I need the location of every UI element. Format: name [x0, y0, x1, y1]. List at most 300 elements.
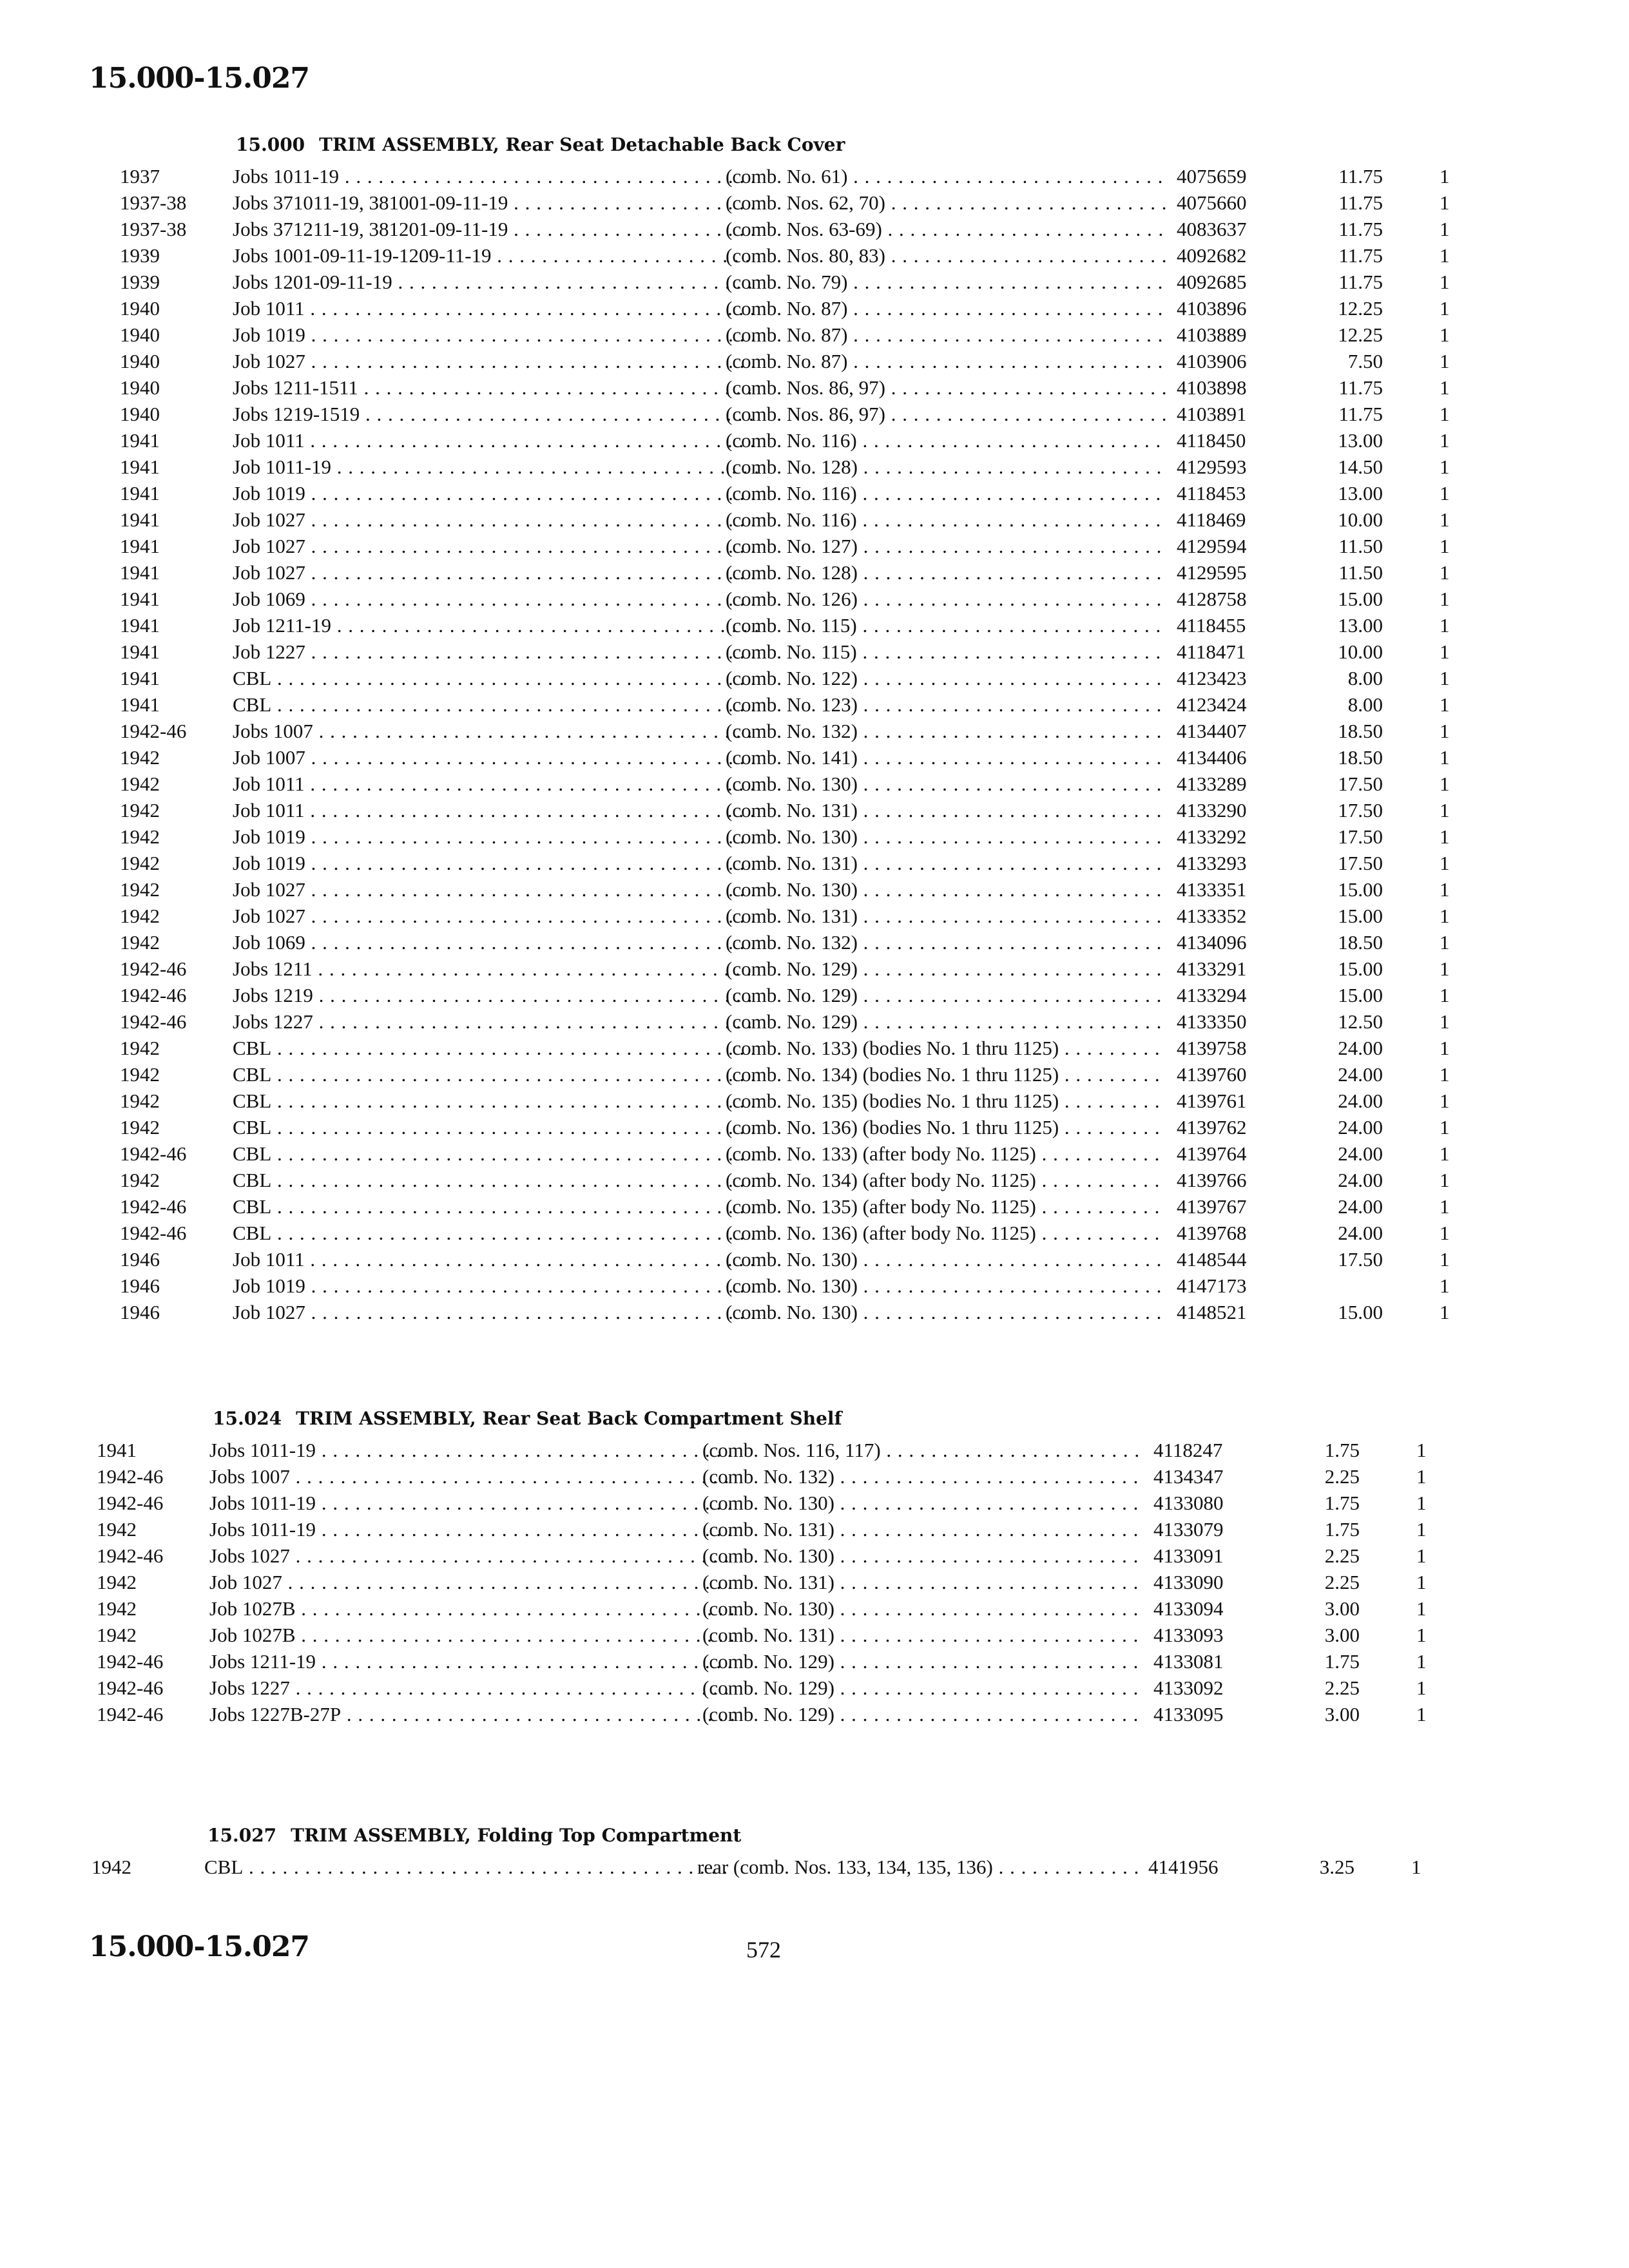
- cell-part: 4092682: [1177, 244, 1247, 267]
- cell-desc: (comb. No. 132) . . .: [726, 720, 1167, 743]
- cell-part: 4128758: [1177, 588, 1247, 610]
- cell-price: 17.50: [1338, 1248, 1383, 1271]
- cell-job: Jobs 1227 . . .: [209, 1677, 735, 1700]
- section-15-024: [97, 1408, 1427, 1729]
- cell-desc: (comb. No. 122) . . .: [726, 667, 1167, 690]
- cell-job: Jobs 1211-19 . . .: [209, 1650, 735, 1673]
- cell-price: 3.00: [1324, 1597, 1360, 1620]
- cell-qty: 1: [1440, 1116, 1450, 1139]
- cell-qty: 1: [1440, 905, 1450, 927]
- cell-job: Job 1027B . . .: [209, 1624, 735, 1647]
- cell-job: Job 1227 . . .: [233, 640, 758, 664]
- cell-job: Job 1027B . . .: [209, 1597, 735, 1620]
- cell-desc: (comb. No. 130) . . .: [726, 825, 1167, 849]
- cell-desc: (comb. No. 131) . . .: [726, 799, 1167, 822]
- cell-desc: (comb. No. 116) . . .: [726, 429, 1167, 452]
- cell-part: 4133094: [1153, 1597, 1224, 1620]
- list-item: [120, 957, 1450, 984]
- cell-qty: 1: [1416, 1439, 1427, 1461]
- cell-desc: (comb. No. 87) . . .: [726, 297, 1167, 320]
- cell-job: Job 1011 . . .: [233, 799, 758, 822]
- cell-job: Job 1007 . . .: [233, 746, 758, 769]
- cell-price: 11.75: [1338, 376, 1383, 399]
- list-item: [120, 218, 1450, 244]
- cell-year: 1942-46: [120, 1195, 187, 1218]
- cell-job: Jobs 1211 . . .: [233, 957, 758, 981]
- cell-price: 15.00: [1338, 984, 1383, 1006]
- section-heading: TRIM ASSEMBLY, Rear Seat Detachable Back Cover: [319, 134, 845, 155]
- cell-job: Jobs 1219 . . .: [233, 984, 758, 1007]
- cell-price: 13.00: [1338, 482, 1383, 505]
- cell-price: 14.50: [1338, 456, 1383, 478]
- cell-qty: 1: [1440, 297, 1450, 320]
- list-item: [97, 1465, 1427, 1492]
- cell-part: 4118469: [1177, 508, 1246, 531]
- list-item: [120, 614, 1450, 640]
- cell-price: 11.75: [1338, 244, 1383, 267]
- cell-qty: 1: [1440, 350, 1450, 372]
- cell-price: 24.00: [1338, 1195, 1383, 1218]
- cell-desc: (comb. No. 133) (bodies No. 1 thru 1125) . . .: [726, 1037, 1167, 1060]
- list-item: [97, 1439, 1427, 1465]
- cell-job: Job 1019 . . .: [233, 323, 758, 347]
- cell-job: CBL . . .: [233, 1063, 758, 1086]
- cell-part: 4134347: [1153, 1465, 1224, 1488]
- cell-qty: 1: [1440, 535, 1450, 557]
- cell-year: 1942: [120, 931, 160, 954]
- cell-job: Job 1027 . . .: [233, 350, 758, 373]
- cell-qty: 1: [1416, 1465, 1427, 1488]
- cell-desc: (comb. No. 129) . . .: [702, 1703, 1144, 1726]
- cell-desc: (comb. No. 133) (after body No. 1125) . . .: [726, 1142, 1167, 1166]
- cell-year: 1946: [120, 1248, 160, 1271]
- list-item: [120, 1010, 1450, 1037]
- list-item: [120, 244, 1450, 271]
- cell-qty: 1: [1440, 1195, 1450, 1218]
- cell-desc: (comb. No. 87) . . .: [726, 323, 1167, 347]
- cell-job: CBL . . .: [233, 1037, 758, 1060]
- cell-price: 12.50: [1338, 1010, 1383, 1033]
- cell-qty: 1: [1440, 931, 1450, 954]
- cell-price: 11.75: [1338, 271, 1383, 293]
- cell-qty: 1: [1440, 746, 1450, 769]
- list-item: [120, 1248, 1450, 1274]
- cell-part: 4133350: [1177, 1010, 1247, 1033]
- cell-price: 15.00: [1338, 588, 1383, 610]
- cell-year: 1942: [120, 905, 160, 927]
- cell-price: 8.00: [1347, 667, 1383, 689]
- cell-year: 1941: [120, 429, 160, 452]
- list-item: [120, 191, 1450, 218]
- cell-part: 4139766: [1177, 1169, 1247, 1191]
- list-item: [97, 1677, 1427, 1703]
- cell-price: 11.75: [1338, 191, 1383, 214]
- cell-desc: (comb. No. 135) (bodies No. 1 thru 1125) . . .: [726, 1090, 1167, 1113]
- cell-year: 1940: [120, 297, 160, 320]
- cell-year: 1941: [120, 535, 160, 557]
- cell-qty: 1: [1416, 1492, 1427, 1514]
- cell-part: 4139762: [1177, 1116, 1247, 1139]
- list-item: [120, 1090, 1450, 1116]
- cell-year: 1942: [120, 1090, 160, 1112]
- cell-desc: (comb. Nos. 86, 97) . . .: [726, 376, 1167, 399]
- cell-year: 1940: [120, 323, 160, 346]
- cell-part: 4103891: [1177, 403, 1247, 425]
- section-title: [92, 1825, 741, 1856]
- cell-desc: (comb. Nos. 63-69) . . .: [726, 218, 1167, 241]
- cell-part: 4118471: [1177, 640, 1246, 663]
- cell-part: 4133352: [1177, 905, 1247, 927]
- cell-job: Job 1027 . . .: [233, 561, 758, 584]
- cell-price: 12.25: [1338, 297, 1383, 320]
- list-item: [120, 429, 1450, 456]
- cell-desc: (comb. No. 131) . . .: [702, 1518, 1144, 1541]
- cell-job: CBL . . .: [233, 1116, 758, 1139]
- cell-year: 1939: [120, 271, 160, 293]
- cell-year: 1942-46: [97, 1492, 164, 1514]
- cell-job: Jobs 1219-1519 . . .: [233, 403, 758, 426]
- cell-year: 1941: [120, 614, 160, 637]
- cell-desc: (comb. No. 130) . . .: [726, 773, 1167, 796]
- cell-year: 1937-38: [120, 218, 187, 240]
- cell-desc: (comb. No. 129) . . .: [702, 1650, 1144, 1673]
- cell-qty: 1: [1440, 1063, 1450, 1086]
- list-item: [120, 165, 1450, 191]
- page-number: 572: [746, 1937, 781, 1963]
- cell-desc: (comb. No. 130) . . .: [726, 878, 1167, 901]
- cell-year: 1941: [120, 640, 160, 663]
- cell-desc: (comb. Nos. 86, 97) . . .: [726, 403, 1167, 426]
- cell-job: Job 1011 . . .: [233, 1248, 758, 1271]
- cell-part: 4139764: [1177, 1142, 1247, 1165]
- section-15-027: [92, 1825, 1422, 1882]
- cell-qty: 1: [1440, 1037, 1450, 1059]
- cell-desc: (comb. No. 129) . . .: [726, 957, 1167, 981]
- list-item: [120, 773, 1450, 799]
- cell-part: 4139768: [1177, 1222, 1247, 1244]
- cell-year: 1942: [120, 1063, 160, 1086]
- cell-part: 4103898: [1177, 376, 1247, 399]
- cell-price: 1.75: [1324, 1492, 1360, 1514]
- cell-price: 24.00: [1338, 1169, 1383, 1191]
- cell-price: 10.00: [1338, 508, 1383, 531]
- page-footer-code-range: 15.000-15.027: [89, 1930, 310, 1963]
- cell-job: Jobs 1011-19 . . .: [209, 1492, 735, 1515]
- cell-year: 1941: [120, 482, 160, 505]
- cell-qty: 1: [1416, 1650, 1427, 1673]
- cell-qty: 1: [1440, 218, 1450, 240]
- cell-price: 1.75: [1324, 1650, 1360, 1673]
- cell-year: 1942: [120, 825, 160, 848]
- cell-job: Jobs 1001-09-11-19-1209-11-19 . . .: [233, 244, 758, 267]
- cell-desc: (comb. No. 136) (after body No. 1125) . . .: [726, 1222, 1167, 1245]
- cell-job: Job 1027 . . .: [209, 1571, 735, 1594]
- cell-part: 4118453: [1177, 482, 1246, 505]
- cell-year: 1942: [97, 1571, 137, 1593]
- cell-year: 1941: [120, 508, 160, 531]
- cell-part: 4103906: [1177, 350, 1247, 372]
- cell-desc: (comb. No. 79) . . .: [726, 271, 1167, 294]
- cell-qty: 1: [1440, 323, 1450, 346]
- cell-price: 18.50: [1338, 720, 1383, 742]
- cell-qty: 1: [1440, 878, 1450, 901]
- cell-qty: 1: [1440, 614, 1450, 637]
- cell-job: Jobs 1011-19 . . .: [209, 1518, 735, 1541]
- cell-job: CBL . . .: [233, 1195, 758, 1218]
- cell-part: 4133090: [1153, 1571, 1224, 1593]
- cell-job: Jobs 1227 . . .: [233, 1010, 758, 1033]
- cell-price: 24.00: [1338, 1222, 1383, 1244]
- cell-year: 1942: [120, 878, 160, 901]
- cell-part: 4103896: [1177, 297, 1247, 320]
- cell-job: CBL . . .: [233, 693, 758, 716]
- cell-desc: (comb. No. 126) . . .: [726, 588, 1167, 611]
- cell-job: Jobs 1227B-27P . . .: [209, 1703, 735, 1726]
- cell-part: 4133093: [1153, 1624, 1224, 1646]
- section-title: [97, 1408, 842, 1439]
- cell-part: 4133289: [1177, 773, 1247, 795]
- cell-job: Job 1211-19 . . .: [233, 614, 758, 637]
- cell-price: 12.25: [1338, 323, 1383, 346]
- cell-desc: (comb. No. 135) (after body No. 1125) . . .: [726, 1195, 1167, 1218]
- list-item: [120, 878, 1450, 905]
- cell-job: Jobs 1007 . . .: [209, 1465, 735, 1488]
- cell-job: Job 1027 . . .: [233, 878, 758, 901]
- list-item: [97, 1492, 1427, 1518]
- cell-qty: 1: [1440, 720, 1450, 742]
- list-item: [120, 905, 1450, 931]
- cell-desc: (comb. No. 141) . . .: [726, 746, 1167, 769]
- cell-job: Jobs 1201-09-11-19 . . .: [233, 271, 758, 294]
- list-item: [120, 746, 1450, 773]
- list-item: [120, 1222, 1450, 1248]
- list-item: [120, 720, 1450, 746]
- cell-year: 1942: [120, 773, 160, 795]
- cell-job: Job 1027 . . .: [233, 905, 758, 928]
- cell-part: 4141956: [1148, 1856, 1219, 1878]
- cell-year: 1937: [120, 165, 160, 187]
- cell-price: 3.00: [1324, 1703, 1360, 1725]
- cell-qty: 1: [1440, 1010, 1450, 1033]
- cell-price: 24.00: [1338, 1090, 1383, 1112]
- parts-list: [97, 1439, 1427, 1729]
- cell-year: 1942-46: [97, 1703, 164, 1725]
- cell-price: 2.25: [1324, 1465, 1360, 1488]
- parts-list: [92, 1856, 1422, 1882]
- cell-desc: (comb. No. 128) . . .: [726, 456, 1167, 479]
- cell-part: 4139761: [1177, 1090, 1247, 1112]
- cell-qty: 1: [1440, 773, 1450, 795]
- cell-qty: 1: [1416, 1703, 1427, 1725]
- list-item: [120, 1274, 1450, 1301]
- section-heading: TRIM ASSEMBLY, Folding Top Compartment: [291, 1825, 742, 1846]
- cell-year: 1942: [120, 852, 160, 874]
- list-item: [120, 350, 1450, 376]
- cell-desc: (comb. No. 87) . . .: [726, 350, 1167, 373]
- cell-desc: (comb. No. 123) . . .: [726, 693, 1167, 716]
- cell-desc: (comb. No. 129) . . .: [726, 984, 1167, 1007]
- cell-qty: 1: [1440, 191, 1450, 214]
- section-code: 15.027: [207, 1825, 277, 1846]
- cell-job: Job 1019 . . .: [233, 852, 758, 875]
- cell-part: 4133080: [1153, 1492, 1224, 1514]
- cell-desc: (comb. No. 131) . . .: [726, 852, 1167, 875]
- cell-job: Job 1027 . . .: [233, 535, 758, 558]
- page-header-code-range: 15.000-15.027: [89, 62, 310, 95]
- list-item: [120, 640, 1450, 667]
- cell-desc: (comb. No. 131) . . .: [726, 905, 1167, 928]
- list-item: [120, 1142, 1450, 1169]
- cell-qty: 1: [1440, 482, 1450, 505]
- cell-desc: (comb. No. 129) . . .: [702, 1677, 1144, 1700]
- cell-price: 15.00: [1338, 1301, 1383, 1323]
- cell-part: 4133291: [1177, 957, 1247, 980]
- list-item: [120, 297, 1450, 323]
- cell-year: 1942: [97, 1624, 137, 1646]
- cell-desc: (comb. No. 132) . . .: [726, 931, 1167, 954]
- cell-year: 1941: [120, 561, 160, 584]
- cell-job: Job 1069 . . .: [233, 588, 758, 611]
- list-item: [120, 482, 1450, 508]
- cell-price: 11.50: [1338, 535, 1383, 557]
- cell-qty: 1: [1416, 1624, 1427, 1646]
- cell-qty: 1: [1440, 429, 1450, 452]
- cell-desc: (comb. Nos. 116, 117) . . .: [702, 1439, 1144, 1462]
- cell-price: 11.75: [1338, 218, 1383, 240]
- cell-price: 15.00: [1338, 878, 1383, 901]
- cell-year: 1942: [120, 1116, 160, 1139]
- cell-year: 1942-46: [97, 1677, 164, 1699]
- cell-part: 4118247: [1153, 1439, 1223, 1461]
- cell-year: 1942-46: [120, 1010, 187, 1033]
- cell-part: 4133351: [1177, 878, 1247, 901]
- cell-year: 1941: [120, 693, 160, 716]
- cell-job: Jobs 1007 . . .: [233, 720, 758, 743]
- list-item: [97, 1703, 1427, 1729]
- cell-part: 4118450: [1177, 429, 1246, 452]
- cell-part: 4133290: [1177, 799, 1247, 822]
- cell-desc: (comb. No. 130) . . .: [702, 1597, 1144, 1620]
- cell-year: 1942-46: [120, 1222, 187, 1244]
- cell-qty: 1: [1440, 1222, 1450, 1244]
- cell-part: 4148544: [1177, 1248, 1247, 1271]
- cell-desc: (comb. No. 131) . . .: [702, 1624, 1144, 1647]
- cell-job: Job 1011 . . .: [233, 297, 758, 320]
- cell-part: 4139767: [1177, 1195, 1247, 1218]
- cell-year: 1941: [120, 588, 160, 610]
- cell-desc: (comb. No. 136) (bodies No. 1 thru 1125) . . .: [726, 1116, 1167, 1139]
- cell-desc: (comb. No. 130) . . .: [726, 1248, 1167, 1271]
- cell-job: Jobs 1027 . . .: [209, 1544, 735, 1568]
- cell-desc: rear (comb. Nos. 133, 134, 135, 136) . . .: [697, 1856, 1139, 1879]
- cell-price: 8.00: [1347, 693, 1383, 716]
- cell-price: 17.50: [1338, 825, 1383, 848]
- list-item: [120, 799, 1450, 825]
- cell-qty: 1: [1416, 1677, 1427, 1699]
- cell-job: CBL . . .: [233, 1169, 758, 1192]
- list-item: [120, 931, 1450, 957]
- cell-part: 4123423: [1177, 667, 1247, 689]
- cell-qty: 1: [1440, 244, 1450, 267]
- cell-price: 13.00: [1338, 614, 1383, 637]
- list-item: [120, 1116, 1450, 1142]
- cell-part: 4133091: [1153, 1544, 1224, 1567]
- cell-price: 18.50: [1338, 746, 1383, 769]
- cell-price: 24.00: [1338, 1116, 1383, 1139]
- cell-qty: 1: [1440, 825, 1450, 848]
- cell-qty: 1: [1440, 1274, 1450, 1297]
- cell-year: 1942: [120, 799, 160, 822]
- cell-job: Job 1011-19 . . .: [233, 456, 758, 479]
- cell-qty: 1: [1440, 667, 1450, 689]
- cell-year: 1940: [120, 376, 160, 399]
- cell-job: Job 1019 . . .: [233, 482, 758, 505]
- cell-price: 17.50: [1338, 773, 1383, 795]
- list-item: [97, 1571, 1427, 1597]
- cell-job: Job 1069 . . .: [233, 931, 758, 954]
- cell-desc: (comb. No. 134) (after body No. 1125) . . .: [726, 1169, 1167, 1192]
- cell-qty: 1: [1440, 165, 1450, 187]
- list-item: [120, 456, 1450, 482]
- list-item: [120, 403, 1450, 429]
- list-item: [97, 1597, 1427, 1624]
- cell-desc: (comb. No. 61) . . .: [726, 165, 1167, 188]
- cell-part: 4133294: [1177, 984, 1247, 1006]
- cell-price: 15.00: [1338, 905, 1383, 927]
- cell-desc: (comb. No. 128) . . .: [726, 561, 1167, 584]
- cell-part: 4129595: [1177, 561, 1247, 584]
- list-item: [120, 667, 1450, 693]
- cell-price: 18.50: [1338, 931, 1383, 954]
- cell-price: 7.50: [1347, 350, 1383, 372]
- cell-job: CBL . . .: [233, 1090, 758, 1113]
- cell-qty: 1: [1440, 271, 1450, 293]
- cell-job: Jobs 371011-19, 381001-09-11-19 . . .: [233, 191, 758, 215]
- cell-year: 1937-38: [120, 191, 187, 214]
- cell-year: 1942-46: [120, 1142, 187, 1165]
- list-item: [120, 588, 1450, 614]
- cell-part: 4134406: [1177, 746, 1247, 769]
- list-item: [120, 852, 1450, 878]
- cell-qty: 1: [1411, 1856, 1422, 1878]
- cell-price: 2.25: [1324, 1677, 1360, 1699]
- cell-year: 1942: [120, 1037, 160, 1059]
- cell-desc: (comb. No. 132) . . .: [702, 1465, 1144, 1488]
- section-15-000: [120, 134, 1450, 1327]
- list-item: [120, 1169, 1450, 1195]
- cell-price: 1.75: [1324, 1439, 1360, 1461]
- cell-part: 4134096: [1177, 931, 1247, 954]
- cell-qty: 1: [1440, 693, 1450, 716]
- cell-price: 11.50: [1338, 561, 1383, 584]
- cell-year: 1942-46: [120, 720, 187, 742]
- list-item: [120, 1037, 1450, 1063]
- list-item: [120, 376, 1450, 403]
- cell-job: Job 1019 . . .: [233, 825, 758, 849]
- cell-qty: 1: [1440, 376, 1450, 399]
- cell-price: 3.00: [1324, 1624, 1360, 1646]
- cell-job: CBL . . .: [233, 667, 758, 690]
- cell-part: 4133092: [1153, 1677, 1224, 1699]
- cell-desc: (comb. No. 115) . . .: [726, 640, 1167, 664]
- cell-desc: (comb. No. 131) . . .: [702, 1571, 1144, 1594]
- cell-qty: 1: [1440, 456, 1450, 478]
- cell-year: 1942-46: [120, 984, 187, 1006]
- cell-part: 4147173: [1177, 1274, 1247, 1297]
- list-item: [120, 535, 1450, 561]
- cell-year: 1942: [120, 1169, 160, 1191]
- cell-part: 4133095: [1153, 1703, 1224, 1725]
